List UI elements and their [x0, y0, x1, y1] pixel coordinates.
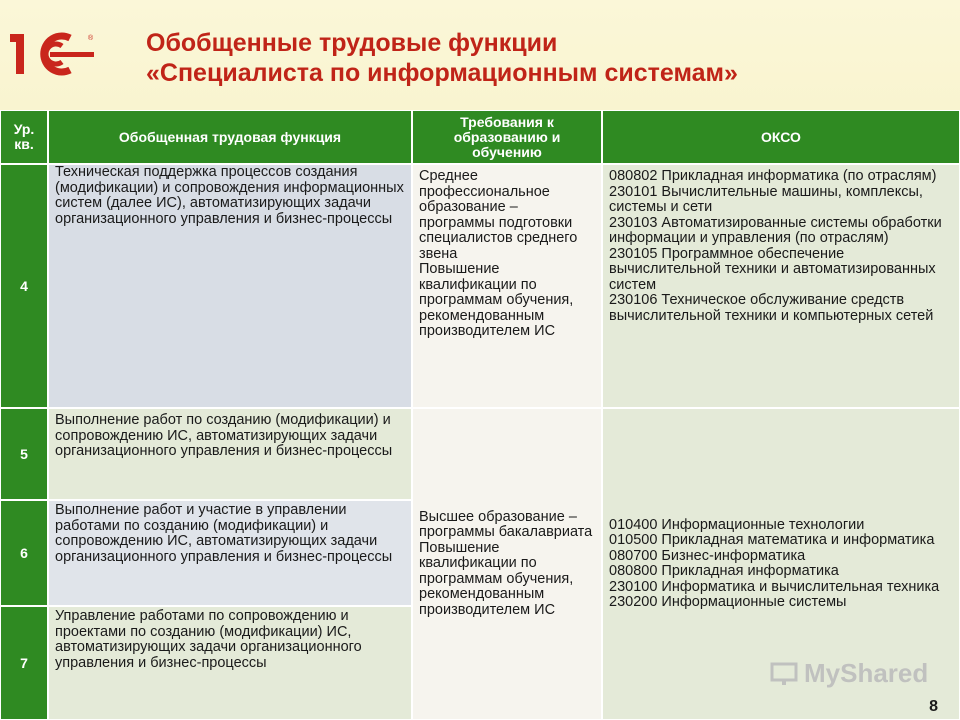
title-line-1: Обобщенные трудовые функции: [146, 29, 558, 57]
functions-table: [0, 110, 960, 720]
row-level-4: 4: [0, 164, 48, 408]
header-okso: ОКСО: [602, 110, 960, 164]
function-l7: Управление работами по сопровождению и проектами по созданию (модификации) ИС, автоматизирующих задачи организационного управления и бизнес-процессы: [48, 606, 412, 720]
header-function: Обобщенная трудовая функция: [48, 110, 412, 164]
row-level-7: 7: [0, 606, 48, 720]
education-l4: Среднее профессиональное образование – программы подготовки специалистов среднего звена Повышение квалификации по программам обучения, рекомендованным производителем ИС: [412, 164, 602, 408]
svg-text:®: ®: [88, 35, 94, 42]
header-level: Ур. кв.: [0, 110, 48, 164]
row-level-5: 5: [0, 408, 48, 500]
presentation-icon: [770, 662, 798, 686]
1c-logo: [10, 30, 100, 78]
watermark: [770, 658, 928, 689]
function-l4: Техническая поддержка процессов создания (модификации) и сопровождения информационных систем (далее ИС), автоматизирующих задачи организационного управления и бизнес-процессы: [48, 164, 412, 408]
okso-l5-7-text: 010400 Информационные технологии 010500 Прикладная математика и информатика 080700 Бизнес-информатика 080800 Прикладная информатика 230100 Информатика и вычислительная техника 230200 Информационные системы: [609, 516, 940, 610]
education-l5-7-text: Высшее образование – программы бакалавриата Повышение квалификации по программам обучения, рекомендованным производителем ИС: [419, 508, 593, 618]
page-title: [146, 28, 738, 88]
title-line-2: «Специалиста по информационным системам»: [146, 59, 738, 87]
function-l6: Выполнение работ и участие в управлении работами по созданию (модификации) и сопровождению ИС, автоматизирующих задачи организационного управления и бизнес-процессы: [48, 500, 412, 606]
page-number: 8: [929, 698, 938, 715]
okso-l4: 080802 Прикладная информатика (по отраслям) 230101 Вычислительные машины, комплексы, системы и сети 230103 Автоматизированные системы обработки информации и управления (по отраслям) 230105 Программное обеспечение вычислительной техники и автоматизированных систем 230106 Техническое обслуживание средств вычислительной техники и компьютерных сетей: [602, 164, 960, 408]
row-level-6: 6: [0, 500, 48, 606]
education-l5-7: [412, 408, 602, 720]
header-education: Требования к образованию и обучению: [412, 110, 602, 164]
function-l5: Выполнение работ по созданию (модификации) и сопровождению ИС, автоматизирующих задачи организационного управления и бизнес-процессы: [48, 408, 412, 500]
watermark-text: MyShared: [804, 658, 929, 688]
